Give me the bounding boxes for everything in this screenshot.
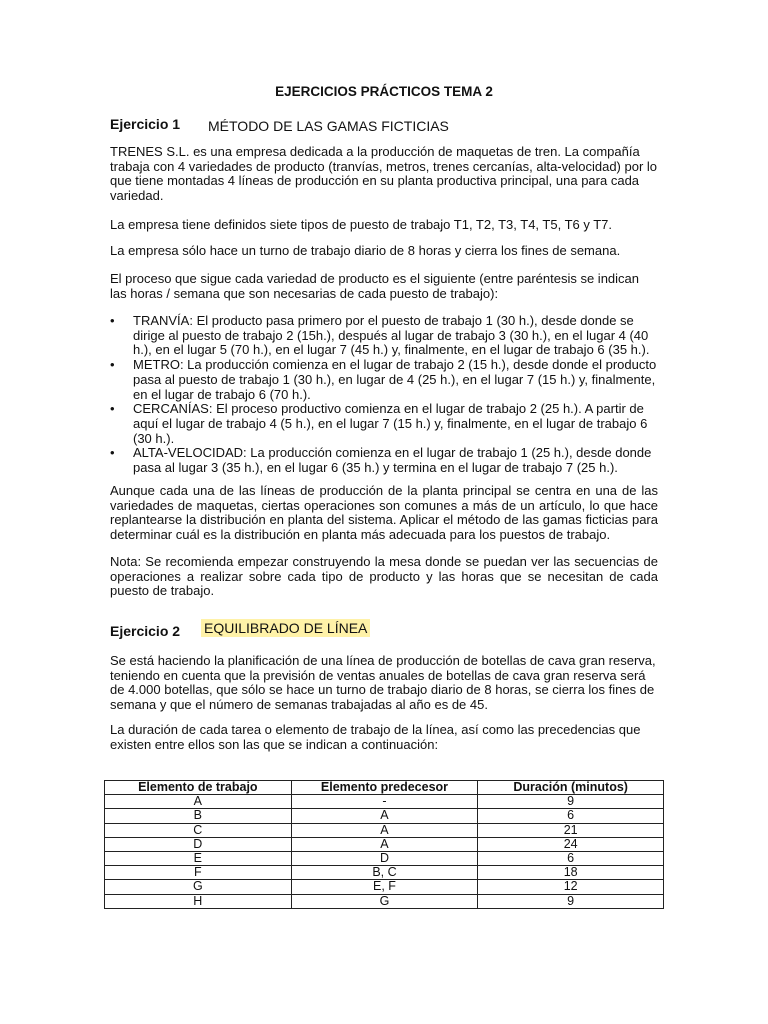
table-header-row bbox=[105, 781, 664, 795]
exercise-2-subtitle-wrapper bbox=[201, 621, 370, 636]
table-cell: F bbox=[105, 866, 292, 880]
table-row bbox=[105, 823, 664, 837]
table-cell: B bbox=[105, 809, 292, 823]
exercise-1-paragraph-intro: TRENES S.L. es una empresa dedicada a la producción de maquetas de tren. La compañía trabaja con 4 variedades de producto (tranvías, metros, trenes cercanías, alta-velocidad) por lo que tiene montadas 4 líneas de producción en su planta productiva principal, una para cada variedad. bbox=[110, 144, 658, 204]
exercise-1-paragraph-process: El proceso que sigue cada variedad de producto es el siguiente (entre paréntesis se indican las horas / semana que son necesarias de cada puesto de trabajo): bbox=[110, 271, 640, 301]
exercise-2-heading: Ejercicio 2 bbox=[110, 623, 181, 639]
exercise-2-subtitle: EQUILIBRADO DE LÍNEA bbox=[201, 619, 370, 637]
exercise-1-paragraph-shift: La empresa sólo hace un turno de trabajo diario de 8 horas y cierra los fines de semana. bbox=[110, 243, 621, 258]
column-header-duration: Duración (minutos) bbox=[478, 781, 664, 795]
table-row bbox=[105, 795, 664, 809]
table-cell: C bbox=[105, 823, 292, 837]
list-item-tranvia: • TRANVÍA: El producto pasa primero por el puesto de trabajo 1 (30 h.), desde donde se dirige al puesto de trabajo 2 (15h.), después al lugar de trabajo 3 (30 h.), en el lugar 4 (40 h.), en el lugar 5 (70 h.), en el lugar 7 (45 h.) y, finalmente, en el lugar de trabajo 6 (35 h.). bbox=[110, 314, 660, 358]
list-item-metro: • METRO: La producción comienza en el lugar de trabajo 2 (15 h.), desde donde el producto pasa al puesto de trabajo 1 (30 h.), en lugar de 4 (25 h.), en el lugar 7 (15 h.) y, finalmente, en el lugar de trabajo 6 (70 h.). bbox=[110, 358, 660, 402]
page-title: EJERCICIOS PRÁCTICOS TEMA 2 bbox=[275, 84, 493, 99]
work-elements-table bbox=[104, 780, 664, 909]
product-process-list bbox=[110, 314, 660, 476]
table-cell: D bbox=[105, 837, 292, 851]
column-header-element: Elemento de trabajo bbox=[105, 781, 292, 795]
list-item-cercanias: • CERCANÍAS: El proceso productivo comienza en el lugar de trabajo 2 (25 h.). A partir de aquí el lugar de trabajo 4 (5 h.), en el lugar 7 (15 h.) y, finalmente, en el lugar de trabajo 6 (30 h.). bbox=[110, 402, 660, 446]
table-cell: 12 bbox=[478, 880, 664, 894]
table-row bbox=[105, 894, 664, 908]
table-row bbox=[105, 837, 664, 851]
table-row bbox=[105, 880, 664, 894]
exercise-1-paragraph-workstations: La empresa tiene definidos siete tipos de puesto de trabajo T1, T2, T3, T4, T5, T6 y T7. bbox=[110, 217, 613, 232]
table-cell: 24 bbox=[478, 837, 664, 851]
table-cell: 6 bbox=[478, 809, 664, 823]
exercise-1-paragraph-task: Aunque cada una de las líneas de producción de la planta principal se centra en una de las variedades de maquetas, ciertas operaciones son comunes a más de un artículo, lo que hace replantearse la distribución en planta del sistema. Aplicar el método de las gamas ficticias para determinar cuál es la distribución en planta más adecuada para los puestos de trabajo. bbox=[110, 483, 658, 543]
table-cell: G bbox=[105, 880, 292, 894]
table-cell: E bbox=[105, 852, 292, 866]
table-cell: A bbox=[291, 809, 478, 823]
exercise-1-heading: Ejercicio 1 bbox=[110, 116, 181, 132]
table-row bbox=[105, 866, 664, 880]
table-cell: E, F bbox=[291, 880, 478, 894]
table-cell: 18 bbox=[478, 866, 664, 880]
table-cell: 6 bbox=[478, 852, 664, 866]
exercise-2-paragraph-precedences: La duración de cada tarea o elemento de trabajo de la línea, así como las precedencias que existen entre ellos son las que se indican a continuación: bbox=[110, 722, 641, 752]
table-cell: G bbox=[291, 894, 478, 908]
exercise-2-paragraph-intro: Se está haciendo la planificación de una línea de producción de botellas de cava gran reserva, teniendo en cuenta que la previsión de ventas anuales de botellas de cava gran reserva será de 4.000 botellas, que sólo se hace un turno de trabajo diario de 8 horas, se cierra los fines de semana y que el número de semanas trabajadas al año es de 45. bbox=[110, 653, 656, 713]
table-row bbox=[105, 809, 664, 823]
table-cell: 9 bbox=[478, 795, 664, 809]
table-cell: D bbox=[291, 852, 478, 866]
table-cell: B, C bbox=[291, 866, 478, 880]
table-row bbox=[105, 852, 664, 866]
table-cell: A bbox=[105, 795, 292, 809]
table-cell: 21 bbox=[478, 823, 664, 837]
exercise-1-paragraph-note: Nota: Se recomienda empezar construyendo la mesa donde se puedan ver las secuencias de operaciones a realizar sobre cada tipo de producto y las horas que se necesitan de cada puesto de trabajo. bbox=[110, 554, 658, 599]
table-cell: H bbox=[105, 894, 292, 908]
table-cell: 9 bbox=[478, 894, 664, 908]
table-cell: A bbox=[291, 837, 478, 851]
table-cell: A bbox=[291, 823, 478, 837]
list-item-alta-velocidad: • ALTA-VELOCIDAD: La producción comienza en el lugar de trabajo 1 (25 h.), desde donde pasa al lugar 3 (35 h.), en el lugar 6 (35 h.) y termina en el lugar de trabajo 7 (25 h.). bbox=[110, 446, 660, 475]
exercise-1-subtitle: MÉTODO DE LAS GAMAS FICTICIAS bbox=[208, 118, 449, 134]
table-cell: - bbox=[291, 795, 478, 809]
column-header-predecessor: Elemento predecesor bbox=[291, 781, 478, 795]
